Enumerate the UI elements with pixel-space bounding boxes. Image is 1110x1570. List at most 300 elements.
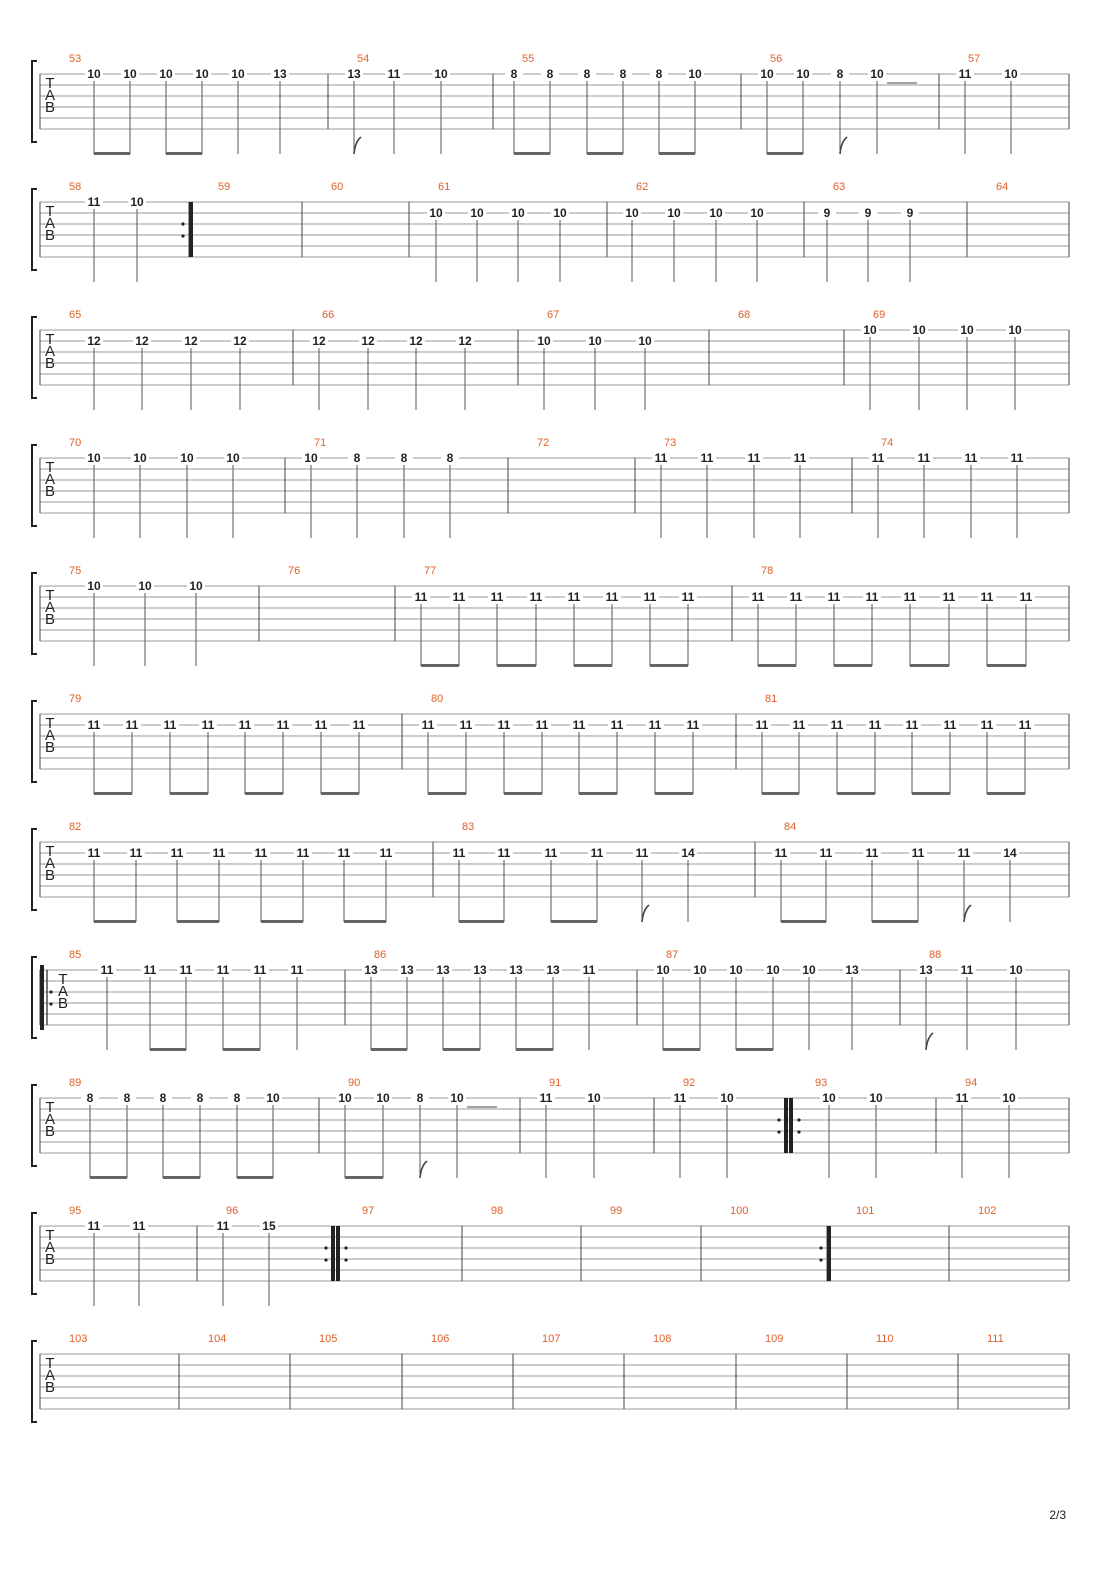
beam bbox=[912, 792, 950, 795]
tab-clef-letter: B bbox=[44, 1379, 56, 1396]
note-flag bbox=[420, 1161, 427, 1178]
fret-number: 10 bbox=[638, 334, 652, 348]
repeat-dot bbox=[181, 222, 184, 225]
measure-number: 91 bbox=[549, 1077, 562, 1089]
beam bbox=[321, 792, 359, 795]
fret-number: 8 bbox=[619, 67, 627, 81]
tab-system bbox=[32, 693, 1069, 795]
fret-number: 11 bbox=[459, 718, 473, 732]
fret-number: 11 bbox=[452, 590, 466, 604]
tab-clef-letter: B bbox=[44, 355, 56, 372]
fret-number: 11 bbox=[605, 590, 619, 604]
measure-number: 54 bbox=[357, 53, 370, 65]
system-bracket bbox=[32, 701, 37, 782]
tab-clef-letter: B bbox=[44, 739, 56, 756]
measure-number: 93 bbox=[815, 1077, 828, 1089]
measure-number: 99 bbox=[610, 1205, 623, 1217]
tab-clef-letter: A bbox=[44, 343, 56, 360]
tab-clef-letter: B bbox=[44, 867, 56, 884]
fret-number: 10 bbox=[266, 1091, 280, 1105]
system-bracket bbox=[32, 61, 37, 142]
fret-number: 11 bbox=[792, 718, 806, 732]
measure-number: 78 bbox=[761, 565, 774, 577]
repeat-dot bbox=[49, 990, 52, 993]
fret-number: 11 bbox=[143, 963, 157, 977]
fret-number: 11 bbox=[100, 963, 114, 977]
tab-system bbox=[32, 821, 1069, 923]
repeat-bar bbox=[336, 1226, 340, 1281]
fret-number: 12 bbox=[87, 334, 101, 348]
fret-number: 10 bbox=[138, 579, 152, 593]
fret-number: 10 bbox=[870, 67, 884, 81]
fret-number: 11 bbox=[238, 718, 252, 732]
fret-number: 10 bbox=[304, 451, 318, 465]
fret-number: 11 bbox=[980, 718, 994, 732]
repeat-bar bbox=[827, 1226, 831, 1281]
measure-number: 89 bbox=[69, 1077, 82, 1089]
beam bbox=[94, 792, 132, 795]
fret-number: 13 bbox=[473, 963, 487, 977]
repeat-dot bbox=[777, 1130, 780, 1133]
tab-clef-letter: T bbox=[58, 971, 68, 988]
beam bbox=[245, 792, 283, 795]
fret-number: 11 bbox=[337, 846, 351, 860]
fret-number: 11 bbox=[903, 590, 917, 604]
fret-number: 10 bbox=[796, 67, 810, 81]
fret-number: 11 bbox=[253, 963, 267, 977]
system-bracket bbox=[32, 957, 37, 1038]
measure-number: 70 bbox=[69, 437, 82, 449]
fret-number: 10 bbox=[766, 963, 780, 977]
fret-number: 11 bbox=[957, 846, 971, 860]
measure-number: 75 bbox=[69, 565, 82, 577]
fret-number: 10 bbox=[338, 1091, 352, 1105]
tab-clef-letter: B bbox=[44, 227, 56, 244]
fret-number: 10 bbox=[553, 206, 567, 220]
fret-number: 11 bbox=[960, 963, 974, 977]
measure-number: 86 bbox=[374, 949, 387, 961]
beam bbox=[767, 152, 803, 155]
fret-number: 11 bbox=[544, 846, 558, 860]
fret-number: 11 bbox=[276, 718, 290, 732]
fret-number: 11 bbox=[905, 718, 919, 732]
measure-number: 77 bbox=[424, 565, 437, 577]
fret-number: 10 bbox=[511, 206, 525, 220]
tab-clef-letter: T bbox=[45, 587, 55, 604]
measure-number: 87 bbox=[666, 949, 679, 961]
fret-number: 11 bbox=[352, 718, 366, 732]
measure-number: 82 bbox=[69, 821, 82, 833]
fret-number: 11 bbox=[539, 1091, 553, 1105]
fret-number: 10 bbox=[123, 67, 137, 81]
fret-number: 10 bbox=[729, 963, 743, 977]
fret-number: 10 bbox=[720, 1091, 734, 1105]
fret-number: 11 bbox=[421, 718, 435, 732]
fret-number: 8 bbox=[836, 67, 844, 81]
repeat-dot bbox=[324, 1258, 327, 1261]
fret-number: 11 bbox=[567, 590, 581, 604]
fret-number: 8 bbox=[123, 1091, 131, 1105]
fret-number: 11 bbox=[1010, 451, 1024, 465]
fret-number: 11 bbox=[201, 718, 215, 732]
fret-number: 11 bbox=[314, 718, 328, 732]
beam bbox=[837, 792, 875, 795]
fret-number: 9 bbox=[823, 206, 831, 220]
tab-clef-letter: T bbox=[45, 203, 55, 220]
measure-number: 100 bbox=[730, 1205, 749, 1217]
fret-number: 11 bbox=[654, 451, 668, 465]
fret-number: 11 bbox=[686, 718, 700, 732]
fret-number: 10 bbox=[450, 1091, 464, 1105]
fret-number: 10 bbox=[470, 206, 484, 220]
fret-number: 11 bbox=[125, 718, 139, 732]
fret-number: 8 bbox=[400, 451, 408, 465]
fret-number: 10 bbox=[822, 1091, 836, 1105]
beam bbox=[514, 152, 550, 155]
measure-number: 63 bbox=[833, 181, 846, 193]
fret-number: 13 bbox=[509, 963, 523, 977]
beam bbox=[497, 664, 536, 667]
fret-number: 11 bbox=[216, 1219, 230, 1233]
fret-number: 12 bbox=[361, 334, 375, 348]
measure-number: 66 bbox=[322, 309, 335, 321]
tab-clef-letter: A bbox=[44, 1111, 56, 1128]
repeat-dot bbox=[797, 1118, 800, 1121]
fret-number: 13 bbox=[546, 963, 560, 977]
beam bbox=[987, 664, 1026, 667]
measure-number: 79 bbox=[69, 693, 82, 705]
fret-number: 11 bbox=[529, 590, 543, 604]
fret-number: 11 bbox=[163, 718, 177, 732]
tab-clef-letter: B bbox=[44, 483, 56, 500]
measure-number: 57 bbox=[968, 53, 981, 65]
fret-number: 12 bbox=[409, 334, 423, 348]
fret-number: 10 bbox=[656, 963, 670, 977]
fret-number: 11 bbox=[414, 590, 428, 604]
measure-number: 85 bbox=[69, 949, 82, 961]
fret-number: 10 bbox=[1004, 67, 1018, 81]
measure-number: 95 bbox=[69, 1205, 82, 1217]
fret-number: 9 bbox=[864, 206, 872, 220]
fret-number: 10 bbox=[750, 206, 764, 220]
fret-number: 10 bbox=[434, 67, 448, 81]
beam bbox=[579, 792, 617, 795]
fret-number: 12 bbox=[233, 334, 247, 348]
fret-number: 11 bbox=[290, 963, 304, 977]
fret-number: 10 bbox=[429, 206, 443, 220]
tab-clef-letter: B bbox=[44, 99, 56, 116]
fret-number: 10 bbox=[587, 1091, 601, 1105]
fret-number: 11 bbox=[747, 451, 761, 465]
tab-system bbox=[32, 949, 1069, 1051]
beam bbox=[663, 1048, 700, 1051]
fret-number: 10 bbox=[625, 206, 639, 220]
fret-number: 8 bbox=[86, 1091, 94, 1105]
fret-number: 11 bbox=[943, 718, 957, 732]
fret-number: 11 bbox=[387, 67, 401, 81]
fret-number: 11 bbox=[1019, 590, 1033, 604]
fret-number: 10 bbox=[189, 579, 203, 593]
tab-clef-letter: A bbox=[44, 1367, 56, 1384]
repeat-bar bbox=[40, 965, 44, 1030]
beam bbox=[574, 664, 612, 667]
measure-number: 60 bbox=[331, 181, 344, 193]
fret-number: 11 bbox=[497, 846, 511, 860]
system-bracket bbox=[32, 317, 37, 398]
fret-number: 10 bbox=[159, 67, 173, 81]
fret-number: 11 bbox=[700, 451, 714, 465]
tab-clef-letter: T bbox=[45, 75, 55, 92]
measure-number: 105 bbox=[319, 1333, 338, 1345]
tab-clef-letter: T bbox=[45, 1227, 55, 1244]
fret-number: 9 bbox=[906, 206, 914, 220]
fret-number: 11 bbox=[865, 846, 879, 860]
fret-number: 11 bbox=[751, 590, 765, 604]
tab-system bbox=[32, 181, 1069, 282]
beam bbox=[762, 792, 799, 795]
measure-number: 107 bbox=[542, 1333, 561, 1345]
note-flag bbox=[354, 137, 361, 154]
fret-number: 10 bbox=[133, 451, 147, 465]
beam bbox=[650, 664, 688, 667]
tab-clef-letter: A bbox=[44, 727, 56, 744]
tab-clef-letter: T bbox=[45, 1099, 55, 1116]
measure-number: 76 bbox=[288, 565, 301, 577]
fret-number: 11 bbox=[942, 590, 956, 604]
system-bracket bbox=[32, 829, 37, 910]
fret-number: 11 bbox=[774, 846, 788, 860]
fret-number: 10 bbox=[87, 451, 101, 465]
fret-number: 10 bbox=[802, 963, 816, 977]
tab-clef-letter: T bbox=[45, 1355, 55, 1372]
fret-number: 11 bbox=[827, 590, 841, 604]
fret-number: 10 bbox=[130, 195, 144, 209]
measure-number: 98 bbox=[491, 1205, 504, 1217]
fret-number: 11 bbox=[216, 963, 230, 977]
fret-number: 10 bbox=[667, 206, 681, 220]
fret-number: 13 bbox=[845, 963, 859, 977]
fret-number: 10 bbox=[688, 67, 702, 81]
fret-number: 10 bbox=[588, 334, 602, 348]
fret-number: 11 bbox=[830, 718, 844, 732]
fret-number: 10 bbox=[863, 323, 877, 337]
beam bbox=[261, 920, 303, 923]
fret-number: 11 bbox=[1018, 718, 1032, 732]
measure-number: 58 bbox=[69, 181, 82, 193]
fret-number: 11 bbox=[819, 846, 833, 860]
measure-number: 59 bbox=[218, 181, 231, 193]
measure-number: 64 bbox=[996, 181, 1009, 193]
measure-number: 111 bbox=[987, 1333, 1004, 1345]
fret-number: 8 bbox=[416, 1091, 424, 1105]
fret-number: 8 bbox=[546, 67, 554, 81]
fret-number: 10 bbox=[912, 323, 926, 337]
fret-number: 11 bbox=[590, 846, 604, 860]
system-bracket bbox=[32, 1341, 37, 1422]
fret-number: 8 bbox=[353, 451, 361, 465]
beam bbox=[237, 1176, 273, 1179]
beam bbox=[166, 152, 202, 155]
fret-number: 11 bbox=[572, 718, 586, 732]
fret-number: 11 bbox=[179, 963, 193, 977]
beam bbox=[163, 1176, 200, 1179]
system-bracket bbox=[32, 189, 37, 270]
fret-number: 10 bbox=[1002, 1091, 1016, 1105]
beam bbox=[834, 664, 872, 667]
note-flag bbox=[964, 905, 971, 922]
fret-number: 11 bbox=[254, 846, 268, 860]
measure-number: 56 bbox=[770, 53, 783, 65]
repeat-dot bbox=[777, 1118, 780, 1121]
measure-number: 101 bbox=[856, 1205, 875, 1217]
fret-number: 13 bbox=[436, 963, 450, 977]
beam bbox=[150, 1048, 186, 1051]
fret-number: 10 bbox=[709, 206, 723, 220]
fret-number: 11 bbox=[582, 963, 596, 977]
fret-number: 11 bbox=[958, 67, 972, 81]
tab-system bbox=[32, 437, 1069, 538]
page-number: 2/3 bbox=[1049, 1508, 1066, 1522]
fret-number: 11 bbox=[129, 846, 143, 860]
fret-number: 11 bbox=[379, 846, 393, 860]
tab-clef-letter: T bbox=[45, 331, 55, 348]
fret-number: 8 bbox=[196, 1091, 204, 1105]
repeat-dot bbox=[819, 1246, 822, 1249]
fret-number: 11 bbox=[871, 451, 885, 465]
tab-system bbox=[32, 1205, 1069, 1306]
fret-number: 10 bbox=[376, 1091, 390, 1105]
fret-number: 11 bbox=[868, 718, 882, 732]
tab-clef-letter: T bbox=[45, 459, 55, 476]
tab-clef-letter: B bbox=[44, 611, 56, 628]
beam bbox=[736, 1048, 773, 1051]
fret-number: 10 bbox=[180, 451, 194, 465]
fret-number: 11 bbox=[87, 195, 101, 209]
fret-number: 11 bbox=[535, 718, 549, 732]
fret-number: 8 bbox=[159, 1091, 167, 1105]
measure-number: 53 bbox=[69, 53, 82, 65]
system-bracket bbox=[32, 445, 37, 526]
measure-number: 55 bbox=[522, 53, 535, 65]
measure-number: 81 bbox=[765, 693, 778, 705]
fret-number: 11 bbox=[87, 1219, 101, 1233]
fret-number: 11 bbox=[964, 451, 978, 465]
beam bbox=[910, 664, 949, 667]
fret-number: 11 bbox=[681, 590, 695, 604]
tab-clef-letter: A bbox=[44, 599, 56, 616]
measure-number: 94 bbox=[965, 1077, 978, 1089]
tab-clef-letter: A bbox=[44, 215, 56, 232]
tab-clef-letter: A bbox=[57, 983, 69, 1000]
beam bbox=[987, 792, 1025, 795]
beam bbox=[655, 792, 693, 795]
beam bbox=[516, 1048, 553, 1051]
fret-number: 11 bbox=[490, 590, 504, 604]
measure-number: 88 bbox=[929, 949, 942, 961]
fret-number: 10 bbox=[869, 1091, 883, 1105]
fret-number: 12 bbox=[184, 334, 198, 348]
fret-number: 10 bbox=[693, 963, 707, 977]
beam bbox=[872, 920, 918, 923]
fret-number: 10 bbox=[195, 67, 209, 81]
tab-clef-letter: B bbox=[44, 1123, 56, 1140]
measure-number: 104 bbox=[208, 1333, 227, 1345]
measure-number: 109 bbox=[765, 1333, 784, 1345]
fret-number: 15 bbox=[262, 1219, 276, 1233]
measure-number: 84 bbox=[784, 821, 797, 833]
tab-system bbox=[32, 53, 1069, 155]
measure-number: 96 bbox=[226, 1205, 239, 1217]
fret-number: 10 bbox=[226, 451, 240, 465]
measure-number: 73 bbox=[664, 437, 677, 449]
beam bbox=[344, 920, 386, 923]
fret-number: 8 bbox=[583, 67, 591, 81]
fret-number: 10 bbox=[87, 579, 101, 593]
measure-number: 110 bbox=[876, 1333, 894, 1345]
tab-clef-letter: T bbox=[45, 715, 55, 732]
system-bracket bbox=[32, 1085, 37, 1166]
beam bbox=[443, 1048, 480, 1051]
beam bbox=[421, 664, 459, 667]
fret-number: 11 bbox=[497, 718, 511, 732]
fret-number: 10 bbox=[537, 334, 551, 348]
beam bbox=[428, 792, 466, 795]
fret-number: 11 bbox=[673, 1091, 687, 1105]
beam bbox=[94, 920, 136, 923]
beam bbox=[587, 152, 623, 155]
measure-number: 69 bbox=[873, 309, 886, 321]
fret-number: 14 bbox=[681, 846, 695, 860]
beam bbox=[758, 664, 796, 667]
beam bbox=[659, 152, 695, 155]
fret-number: 13 bbox=[400, 963, 414, 977]
fret-number: 11 bbox=[980, 590, 994, 604]
tab-clef-letter: A bbox=[44, 471, 56, 488]
note-flag bbox=[840, 137, 847, 154]
repeat-bar bbox=[331, 1226, 335, 1281]
fret-number: 11 bbox=[755, 718, 769, 732]
measure-number: 97 bbox=[362, 1205, 375, 1217]
fret-number: 14 bbox=[1003, 846, 1017, 860]
repeat-bar bbox=[189, 202, 193, 257]
fret-number: 11 bbox=[793, 451, 807, 465]
fret-number: 13 bbox=[919, 963, 933, 977]
repeat-dot bbox=[324, 1246, 327, 1249]
repeat-dot bbox=[49, 1002, 52, 1005]
tab-clef-letter: B bbox=[44, 1251, 56, 1268]
tab-system bbox=[32, 309, 1069, 410]
repeat-dot bbox=[181, 234, 184, 237]
fret-number: 11 bbox=[648, 718, 662, 732]
fret-number: 8 bbox=[446, 451, 454, 465]
fret-number: 13 bbox=[347, 67, 361, 81]
repeat-dot bbox=[819, 1258, 822, 1261]
fret-number: 11 bbox=[132, 1219, 146, 1233]
system-bracket bbox=[32, 1213, 37, 1294]
fret-number: 11 bbox=[212, 846, 226, 860]
beam bbox=[459, 920, 504, 923]
measure-number: 65 bbox=[69, 309, 82, 321]
fret-number: 11 bbox=[170, 846, 184, 860]
measure-number: 103 bbox=[69, 1333, 88, 1345]
fret-number: 10 bbox=[760, 67, 774, 81]
note-flag bbox=[642, 905, 649, 922]
fret-number: 10 bbox=[1009, 963, 1023, 977]
measure-number: 106 bbox=[431, 1333, 450, 1345]
measure-number: 102 bbox=[978, 1205, 997, 1217]
repeat-dot bbox=[344, 1246, 347, 1249]
fret-number: 10 bbox=[960, 323, 974, 337]
